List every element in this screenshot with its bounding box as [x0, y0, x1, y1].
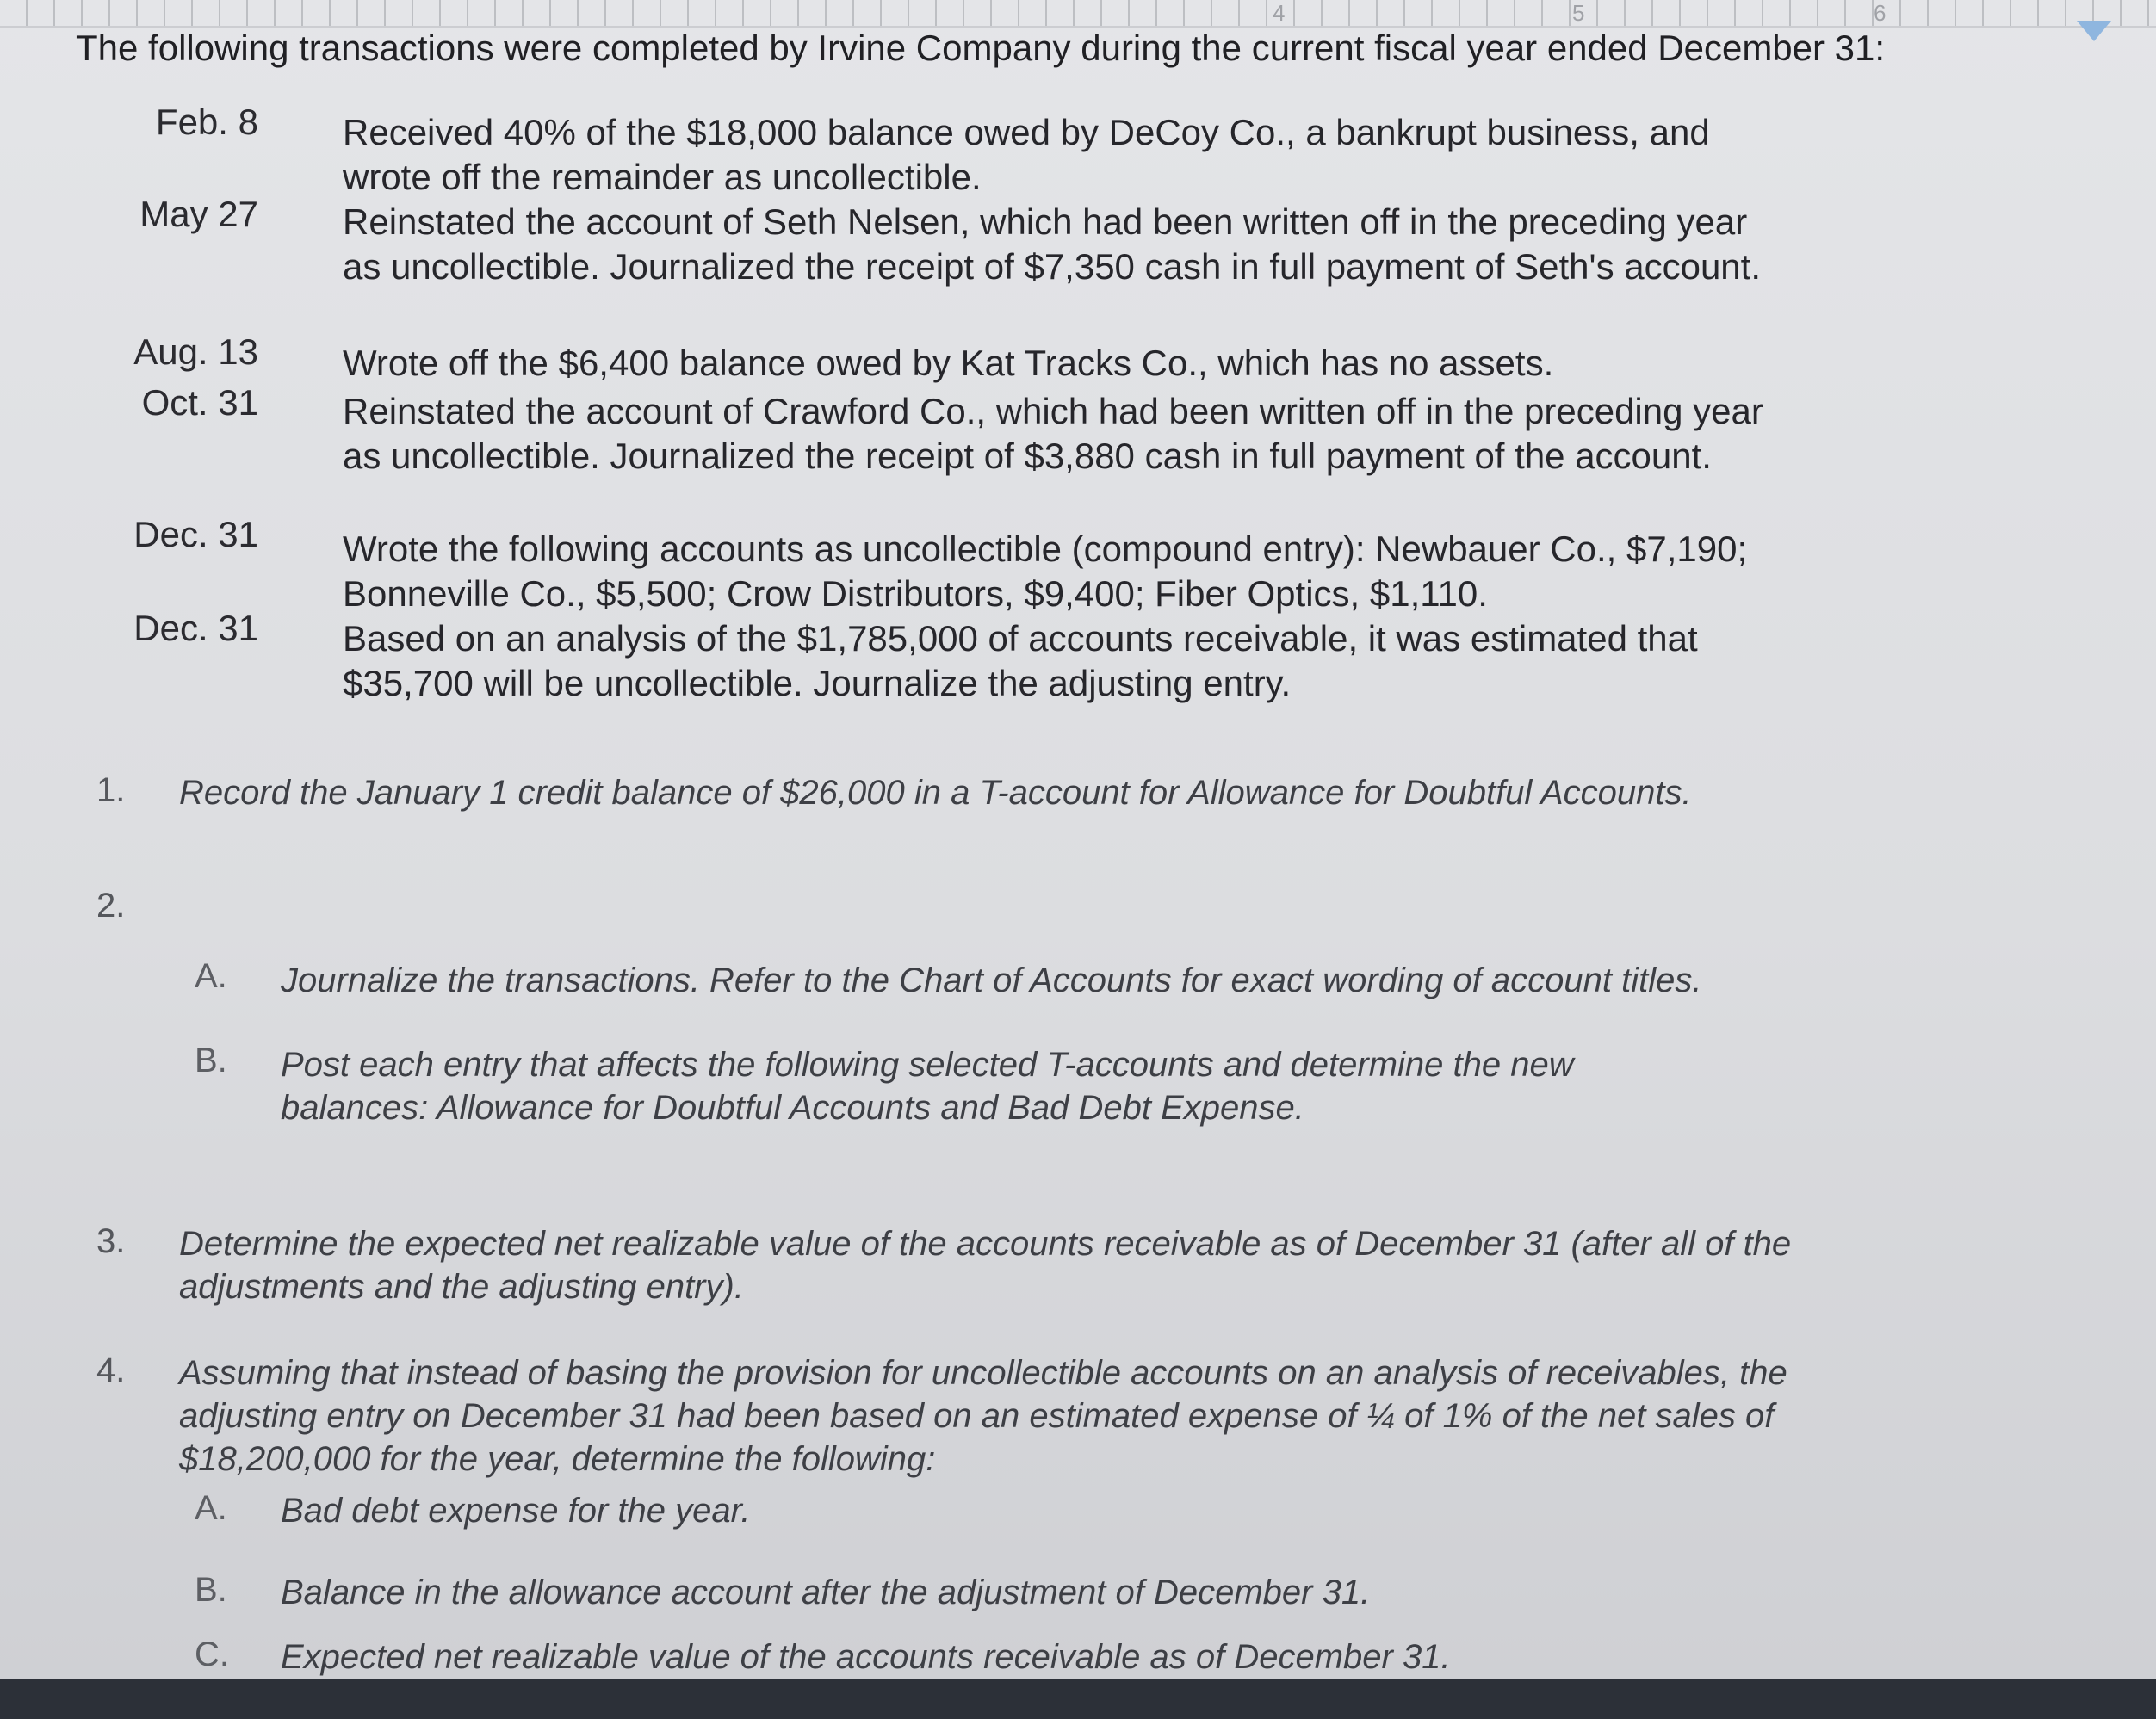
question-1-text: Record the January 1 credit balance of $26,000 in a T-account for Allowance for Doubtful Accounts.: [179, 774, 1692, 812]
transaction-text: Received 40% of the $18,000 balance owed by DeCoy Co., a bankrupt business, and wrote off the remainder as uncollectible.: [343, 112, 1710, 197]
ruler-mark: 5: [1572, 0, 1585, 26]
ruler: [0, 0, 2156, 28]
question-number: 2.: [96, 887, 126, 924]
question-3-text: Determine the expected net realizable value of the accounts receivable as of December 31 (after all of the adjustments and the adjusting entry).: [179, 1225, 1792, 1306]
question-4b-text: Balance in the allowance account after the adjustment of December 31.: [281, 1574, 1371, 1611]
question-4-text: Assuming that instead of basing the provision for uncollectible accounts on an analysis of receivables, the adjusting entry on December 31 had been based on an estimated expense of ¼ of 1% of the net sales of $18,200,000 for the year, determine the following:: [179, 1354, 1787, 1478]
transaction-date: Dec. 31: [133, 514, 258, 554]
transaction-text: Wrote the following accounts as uncollectible (compound entry): Newbauer Co., $7,190; Bonneville Co., $5,500; Crow Distributors, $9,400; Fiber Optics, $1,110.: [343, 529, 1748, 614]
question-number: 3.: [96, 1222, 126, 1260]
transaction-text: Reinstated the account of Crawford Co., which had been written off in the preceding year as uncollectible. Journalized the receipt of $3,880 cash in full payment of the account.: [343, 391, 1763, 476]
indent-marker-icon[interactable]: [2077, 21, 2111, 41]
transaction-text: Wrote off the $6,400 balance owed by Kat Tracks Co., which has no assets.: [343, 343, 1554, 383]
question-2a-text: Journalize the transactions. Refer to the Chart of Accounts for exact wording of account titles.: [281, 962, 1702, 999]
question-2b-text: Post each entry that affects the following selected T-accounts and determine the new balances: Allowance for Doubtful Accounts and Bad Debt Expense.: [281, 1046, 1574, 1127]
transaction-date: May 27: [139, 194, 258, 234]
transaction-date: Oct. 31: [141, 382, 258, 423]
question-4a-text: Bad debt expense for the year.: [281, 1492, 751, 1530]
sub-question-label: A.: [195, 1489, 227, 1527]
taskbar: [0, 1679, 2156, 1719]
transaction-text: Based on an analysis of the $1,785,000 of accounts receivable, it was estimated that $35,700 will be uncollectible. Journalize the adjusting entry.: [343, 618, 1698, 703]
ruler-mark: 6: [1874, 0, 1886, 26]
transaction-text: Reinstated the account of Seth Nelsen, which had been written off in the preceding year as uncollectible. Journalized the receipt of $7,350 cash in full payment of Seth's account.: [343, 201, 1762, 287]
sub-question-label: C.: [195, 1636, 229, 1673]
question-number: 4.: [96, 1351, 126, 1389]
transaction-date: Feb. 8: [155, 102, 258, 142]
question-number: 1.: [96, 771, 126, 809]
intro-text: The following transactions were completed by Irvine Company during the current fiscal year ended December 31:: [76, 28, 1886, 68]
sub-question-label: B.: [195, 1571, 227, 1609]
question-4c-text: Expected net realizable value of the accounts receivable as of December 31.: [281, 1638, 1451, 1676]
transaction-date: Dec. 31: [133, 608, 258, 648]
sub-question-label: B.: [195, 1042, 227, 1079]
transaction-date: Aug. 13: [133, 331, 258, 372]
sub-question-label: A.: [195, 957, 227, 995]
ruler-mark: 4: [1273, 0, 1286, 26]
